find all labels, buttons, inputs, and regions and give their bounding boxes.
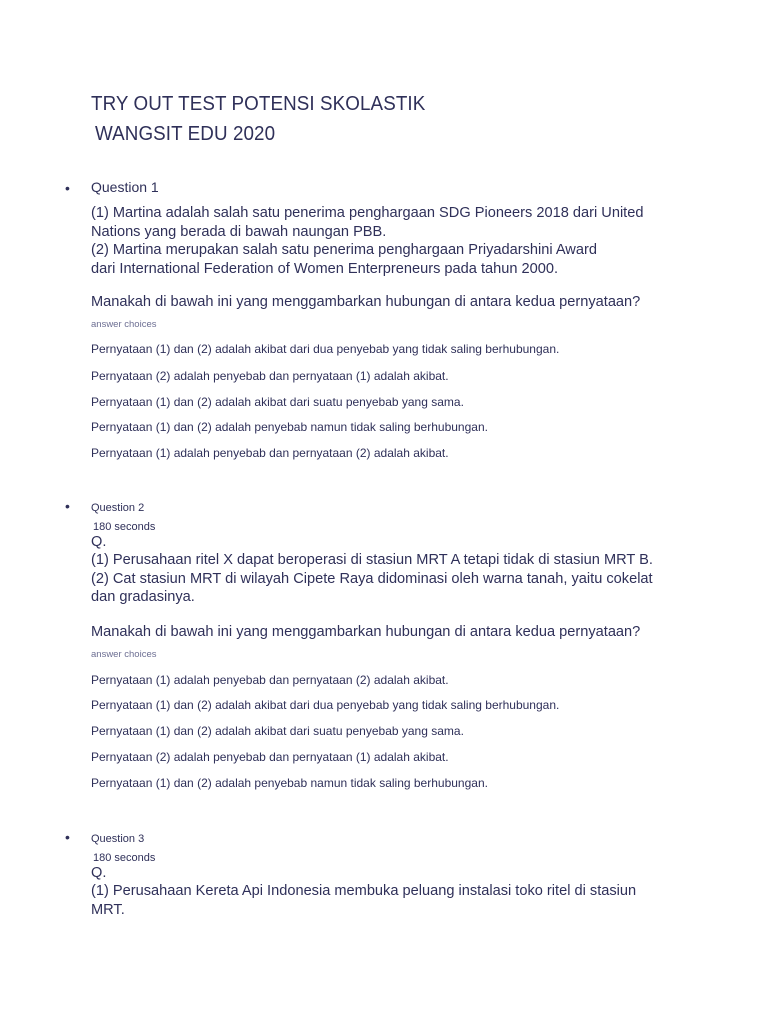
question-3-statements bbox=[91, 882, 691, 919]
statement-line: dari International Federation of Women Enterpreneurs pada tahun 2000. bbox=[91, 260, 559, 277]
question-1-statements bbox=[91, 204, 691, 278]
statement-line: Nations yang berada di bawah naungan PBB. bbox=[91, 223, 387, 240]
document-title: TRY OUT TEST POTENSI SKOLASTIK bbox=[91, 93, 426, 115]
question-3-heading: Question 3 bbox=[91, 833, 145, 845]
question-2-prompt: Manakah di bawah ini yang menggambarkan hubungan di antara kedua pernyataan? bbox=[91, 624, 641, 640]
statement-line: (2) Martina merupakan salah satu penerima penghargaan Priyadarshini Award bbox=[91, 242, 597, 258]
question-2-timer: 180 seconds bbox=[93, 521, 156, 533]
answer-choice[interactable]: Pernyataan (2) adalah penyebab dan pernyataan (1) adalah akibat. bbox=[91, 369, 449, 383]
question-2-heading: Question 2 bbox=[91, 502, 145, 514]
bullet-icon: • bbox=[65, 498, 70, 514]
document-subtitle: WANGSIT EDU 2020 bbox=[95, 123, 276, 145]
statement-line: (1) Perusahaan Kereta Api Indonesia membuka peluang instalasi toko ritel di stasiun bbox=[91, 883, 637, 899]
answer-choice[interactable]: Pernyataan (1) dan (2) adalah penyebab namun tidak saling berhubungan. bbox=[91, 420, 488, 434]
question-2-statements bbox=[91, 551, 691, 607]
answer-choice[interactable]: Pernyataan (1) dan (2) adalah akibat dari dua penyebab yang tidak saling berhubungan. bbox=[91, 342, 560, 356]
answer-choices-label: answer choices bbox=[91, 319, 157, 330]
statement-line: (1) Martina adalah salah satu penerima penghargaan SDG Pioneers 2018 dari United bbox=[91, 205, 644, 221]
answer-choice[interactable]: Pernyataan (1) dan (2) adalah penyebab namun tidak saling berhubungan. bbox=[91, 776, 488, 790]
statement-line: (2) Cat stasiun MRT di wilayah Cipete Raya didominasi oleh warna tanah, yaitu cokelat bbox=[91, 570, 653, 587]
answer-choice[interactable]: Pernyataan (1) adalah penyebab dan pernyataan (2) adalah akibat. bbox=[91, 446, 449, 460]
question-1-prompt: Manakah di bawah ini yang menggambarkan hubungan di antara kedua pernyataan? bbox=[91, 294, 641, 310]
q-marker: Q. bbox=[91, 534, 107, 550]
answer-choice[interactable]: Pernyataan (1) dan (2) adalah akibat dari dua penyebab yang tidak saling berhubungan. bbox=[91, 698, 560, 712]
answer-choice[interactable]: Pernyataan (2) adalah penyebab dan pernyataan (1) adalah akibat. bbox=[91, 750, 449, 764]
answer-choice[interactable]: Pernyataan (1) dan (2) adalah akibat dari suatu penyebab yang sama. bbox=[91, 724, 464, 738]
statement-line: MRT. bbox=[91, 901, 125, 918]
question-1-heading: Question 1 bbox=[91, 179, 159, 195]
answer-choice[interactable]: Pernyataan (1) dan (2) adalah akibat dari suatu penyebab yang sama. bbox=[91, 395, 464, 409]
answer-choice[interactable]: Pernyataan (1) adalah penyebab dan pernyataan (2) adalah akibat. bbox=[91, 673, 449, 687]
statement-line: (1) Perusahaan ritel X dapat beroperasi di stasiun MRT A tetapi tidak di stasiun MRT B. bbox=[91, 552, 653, 568]
statement-line: dan gradasinya. bbox=[91, 589, 195, 605]
bullet-icon: • bbox=[65, 829, 70, 845]
answer-choices-label: answer choices bbox=[91, 649, 157, 660]
bullet-icon: • bbox=[65, 180, 70, 196]
q-marker: Q. bbox=[91, 865, 107, 881]
question-3-timer: 180 seconds bbox=[93, 852, 156, 864]
